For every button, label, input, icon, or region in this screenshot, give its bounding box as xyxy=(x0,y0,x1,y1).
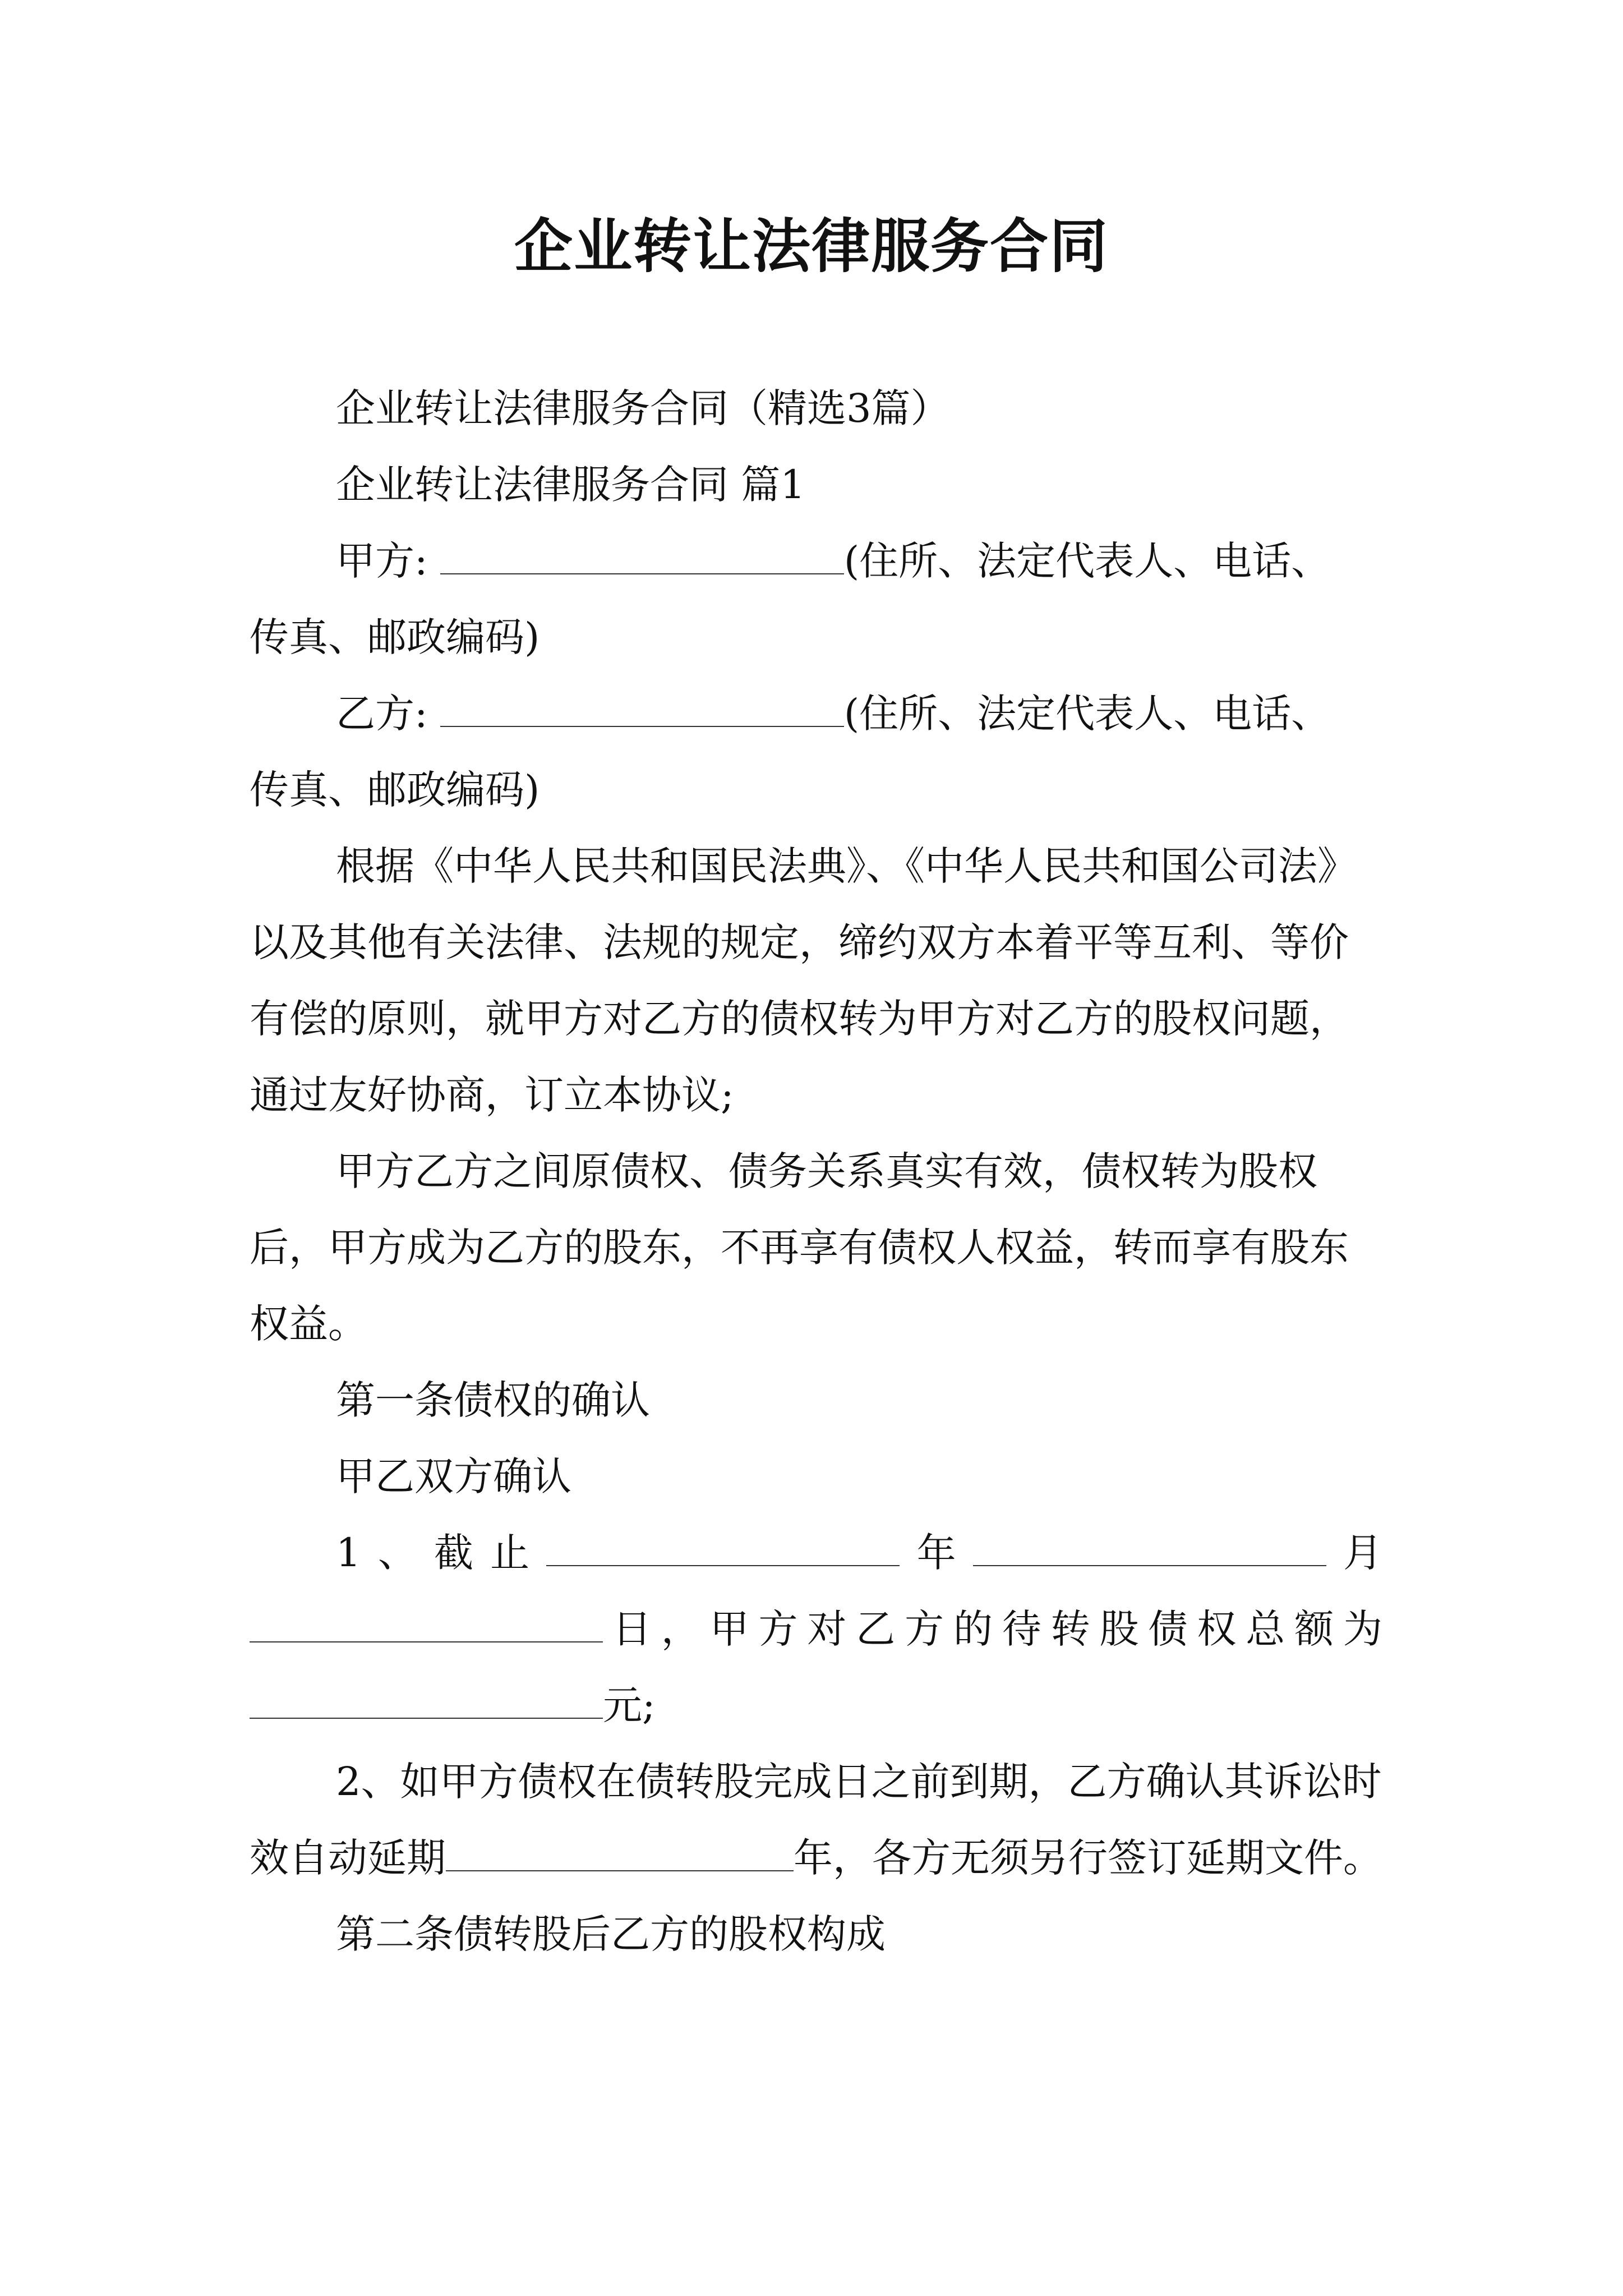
party-b-line xyxy=(250,675,1382,752)
party-b-note: (住所、法定代表人、电话、 xyxy=(843,691,1331,737)
item-2-part2: 年，各方无须另行签订延期文件。 xyxy=(794,1835,1382,1881)
party-b-label: 乙方: xyxy=(336,691,428,737)
item-2-part1: 2、如甲方债权在债转股完成日之前到期，乙方确认其诉讼时效自动延期 xyxy=(250,1759,1382,1881)
month-blank xyxy=(973,1531,1326,1566)
year-blank xyxy=(546,1531,900,1566)
article-2-title: 第二条债转股后乙方的股权构成 xyxy=(336,1911,886,1957)
article-1-intro: 甲乙双方确认 xyxy=(336,1453,571,1499)
party-a-blank xyxy=(440,540,844,574)
party-a-line xyxy=(250,523,1382,599)
extension-years-blank xyxy=(446,1837,794,1871)
item-1-prefix: 1、截止 xyxy=(336,1530,547,1576)
item-1-yuan-line xyxy=(250,1667,1382,1743)
party-a-note: (住所、法定代表人、电话、 xyxy=(843,538,1331,584)
section-heading: 企业转让法律服务合同 篇1 xyxy=(336,462,805,508)
party-b-blank xyxy=(440,692,844,727)
document-title: 企业转让法律服务合同 xyxy=(514,212,1109,280)
amount-blank xyxy=(250,1684,603,1719)
item-1-month: 月 xyxy=(1326,1530,1383,1576)
item-1-year: 年 xyxy=(900,1530,973,1576)
item-1-date-line xyxy=(250,1515,1382,1591)
party-a-label: 甲方: xyxy=(336,538,428,584)
subtitle: 企业转让法律服务合同（精选3篇） xyxy=(336,385,950,431)
party-a-note-continued: 传真、邮政编码) xyxy=(250,614,540,660)
party-b-note-continued: 传真、邮政编码) xyxy=(250,767,540,813)
item-2 xyxy=(250,1743,1382,1896)
document-body xyxy=(250,370,1382,1972)
paragraph-legal-basis: 根据《中华人民共和国民法典》、《中华人民共和国公司法》以及其他有关法律、法规的规定，缔约双方本着平等互利、等价有偿的原则，就甲方对乙方的债权转为甲方对乙方的股权问题，通过友好协商，订立本协议; xyxy=(250,843,1357,1118)
item-1-yuan: 元; xyxy=(603,1682,656,1728)
item-1-amount-line xyxy=(250,1591,1382,1667)
day-blank xyxy=(250,1608,603,1642)
article-1-title: 第一条债权的确认 xyxy=(336,1377,650,1423)
paragraph-debt-relation: 甲方乙方之间原债权、债务关系真实有效，债权转为股权后，甲方成为乙方的股东，不再享有债权人权益，转而享有股东权益。 xyxy=(250,1148,1349,1347)
item-1-day-text: 日，甲方对乙方的待转股债权总额为 xyxy=(603,1606,1382,1652)
